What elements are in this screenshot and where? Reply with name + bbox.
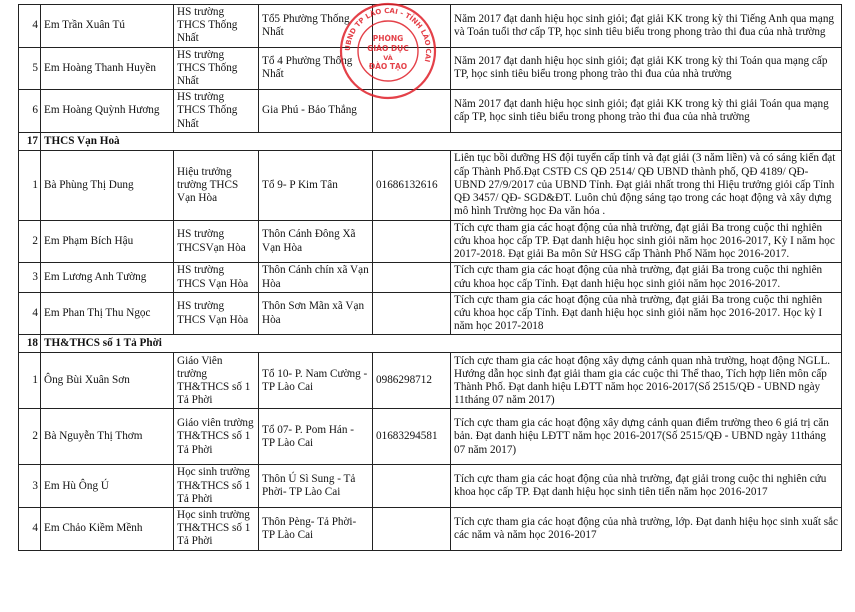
person-name: Em Hoàng Quỳnh Hương (41, 90, 174, 133)
person-address: Thôn Cánh Đông Xã Vạn Hòa (259, 220, 373, 263)
group-header-row (19, 132, 842, 150)
person-phone (373, 90, 451, 133)
person-achievement: Tích cực tham gia các hoạt động của nhà trường, đạt giải trong cuộc thi nghiên cứu khoa học cấp TP. Đạt danh hiệu học sinh tiên tiến năm học 2016-2017 (451, 465, 842, 508)
table-row (19, 47, 842, 90)
seal-text-line: VÀ (383, 54, 393, 62)
group-title: THCS Vạn Hoà (41, 132, 842, 150)
person-phone (373, 465, 451, 508)
row-number: 4 (19, 5, 41, 48)
person-achievement: Tích cực tham gia các hoạt động của nhà trường, đạt giải Ba trong cuộc thi nghiên cứu khoa học cấp Tỉnh. Đạt danh hiệu học sinh giỏi năm học 2016-2017. Học kỳ I năm học 2017-2018 (451, 292, 842, 335)
table-row (19, 292, 842, 335)
row-number: 6 (19, 90, 41, 133)
group-title: TH&THCS số 1 Tả Phời (41, 335, 842, 353)
table-row (19, 150, 842, 220)
person-name: Bà Nguyễn Thị Thơm (41, 409, 174, 465)
person-achievement: Tích cực tham gia các hoạt động xây dựng cảnh quan điểm trường theo 6 giá trị căn bản. Đạt danh hiệu LĐTT năm học 2016-2017(Số 2515/QĐ - UBND ngày 11tháng 07 năm 2017) (451, 409, 842, 465)
person-achievement: Năm 2017 đạt danh hiệu học sinh giỏi; đạt giải KK trong kỳ thi Tiếng Anh qua mạng và Toán tuổi thơ cấp TP, học sinh tiêu biểu trong phong trào thi đua của nhà trường (451, 5, 842, 48)
seal-ring-text: UBND TP LÀO CAI - TỈNH LÀO CAI (343, 6, 433, 63)
table-row (19, 5, 842, 48)
person-achievement: Tích cực tham gia các hoạt động của nhà trường, đạt giải Ba trong cuộc thi nghiên cứu khoa học cấp TP. Đạt danh hiệu học sinh giỏi năm học 2016-2017, Kỳ I năm học 2017-2018. Đạt giải Ba môn Sử HSG cấp Thành Phố Năm học 2016-2017. (451, 220, 842, 263)
person-position: Giáo viên trường TH&THCS số 1 Tả Phời (174, 409, 259, 465)
person-phone (373, 47, 451, 90)
row-number: 5 (19, 47, 41, 90)
row-number: 3 (19, 263, 41, 292)
person-address: Gia Phú - Bảo Thắng (259, 90, 373, 133)
table-row (19, 409, 842, 465)
group-number: 17 (19, 132, 41, 150)
person-achievement: Năm 2017 đạt danh hiệu học sinh giỏi; đạt giải KK trong kỳ thi Toán qua mạng cấp TP, học sinh tiêu biểu trong phong trào thi đua của nhà trường (451, 47, 842, 90)
person-name: Bà Phùng Thị Dung (41, 150, 174, 220)
seal-text-line: PHÒNG (372, 34, 404, 43)
row-number: 4 (19, 292, 41, 335)
person-phone (373, 292, 451, 335)
person-achievement: Tích cực tham gia các hoạt động của nhà trường, đạt giải Ba trong cuộc thi nghiên cứu khoa học cấp Tỉnh. Đạt danh hiệu học sinh giỏi năm học 2016-2017. (451, 263, 842, 292)
person-address: Thôn Ú Sì Sung - Tả Phời- TP Lào Cai (259, 465, 373, 508)
seal-text-line: ĐÀO TẠO (368, 62, 408, 71)
person-name: Em Chảo Kiềm Mềnh (41, 508, 174, 551)
person-position: HS trường THCS Vạn Hòa (174, 292, 259, 335)
group-number: 18 (19, 335, 41, 353)
person-phone (373, 508, 451, 551)
person-address: Tổ 4 Phường Thống Nhất (259, 47, 373, 90)
row-number: 2 (19, 220, 41, 263)
table-row (19, 508, 842, 551)
person-address: Tổ 10- P. Nam Cường - TP Lào Cai (259, 353, 373, 409)
person-phone: 01683294581 (373, 409, 451, 465)
person-achievement: Tích cực tham gia các hoạt động của nhà trường, lớp. Đạt danh hiệu học sinh xuất sắc các năm và năm học 2016-2017 (451, 508, 842, 551)
person-position: Hiệu trưởng trường THCS Vạn Hòa (174, 150, 259, 220)
row-number: 3 (19, 465, 41, 508)
table-row (19, 263, 842, 292)
person-position: HS trường THCS Thống Nhất (174, 47, 259, 90)
person-achievement: Năm 2017 đạt danh hiệu học sinh giỏi; đạt giải KK trong kỳ thi giải Toán qua mạng cấp TP, học sinh tiêu biểu trong phong trào thi đua của nhà trường (451, 90, 842, 133)
group-header-row (19, 335, 842, 353)
table-row (19, 90, 842, 133)
person-phone: 0986298712 (373, 353, 451, 409)
person-position: HS trường THCSVạn Hòa (174, 220, 259, 263)
person-position: HS trường THCS Vạn Hòa (174, 263, 259, 292)
row-number: 1 (19, 150, 41, 220)
person-name: Em Phạm Bích Hậu (41, 220, 174, 263)
person-achievement: Tích cực tham gia các hoạt động xây dựng cảnh quan nhà trường, hoạt động NGLL. Hướng dẫn học sinh đạt giải tham gia các cuộc thi Thể thao, Tích hợp liên môn cấp Thành Phố. Đạt danh hiệu LĐTT năm học 2016-2017(Số 2515/QĐ - UBND ngày 11tháng 07 năm 2017) (451, 353, 842, 409)
person-position: Học sinh trường TH&THCS số 1 Tả Phời (174, 508, 259, 551)
person-address: Thôn Sơn Mãn xã Vạn Hòa (259, 292, 373, 335)
table-row (19, 220, 842, 263)
table-row (19, 465, 842, 508)
row-number: 4 (19, 508, 41, 551)
person-achievement: Liên tục bồi dưỡng HS đội tuyển cấp tỉnh và đạt giải (3 năm liền) và có sáng kiến đạt cấp Thành Phố.Đạt CSTĐ CS QĐ 2514/ QĐ UBND thành phố, QĐ 4189/ QĐ-UBND 27/9/2017 của UBND Tỉnh. Đạt giải nhất trong thi Hiệu trưởng giỏi cấp Tỉnh QĐ 3457/ QĐ- SGD&ĐT. Luôn chủ động sáng tạo trong các hoạt động và xây dựng mô hình Trường học Đa văn hóa . (451, 150, 842, 220)
person-address: Tổ5 Phường Thống Nhất (259, 5, 373, 48)
row-number: 2 (19, 409, 41, 465)
person-phone (373, 220, 451, 263)
person-position: Học sinh trường TH&THCS số 1 Tả Phời (174, 465, 259, 508)
table-row (19, 353, 842, 409)
person-name: Ông Bùi Xuân Sơn (41, 353, 174, 409)
person-phone (373, 263, 451, 292)
person-phone (373, 5, 451, 48)
row-number: 1 (19, 353, 41, 409)
person-name: Em Lương Anh Tường (41, 263, 174, 292)
person-name: Em Hoàng Thanh Huyền (41, 47, 174, 90)
person-address: Tổ 07- P. Pom Hán - TP Lào Cai (259, 409, 373, 465)
award-table (18, 4, 842, 551)
person-position: HS trường THCS Thống Nhất (174, 90, 259, 133)
person-phone: 01686132616 (373, 150, 451, 220)
person-address: Tổ 9- P Kim Tân (259, 150, 373, 220)
person-address: Thôn Pèng- Tả Phời-TP Lào Cai (259, 508, 373, 551)
person-name: Em Trần Xuân Tú (41, 5, 174, 48)
person-position: HS trường THCS Thống Nhất (174, 5, 259, 48)
seal-text-line: GIÁO DỤC (367, 44, 409, 53)
person-address: Thôn Cánh chín xã Vạn Hòa (259, 263, 373, 292)
person-position: Giáo Viên trường TH&THCS số 1 Tả Phời (174, 353, 259, 409)
person-name: Em Phan Thị Thu Ngọc (41, 292, 174, 335)
person-name: Em Hù Ông Ú (41, 465, 174, 508)
